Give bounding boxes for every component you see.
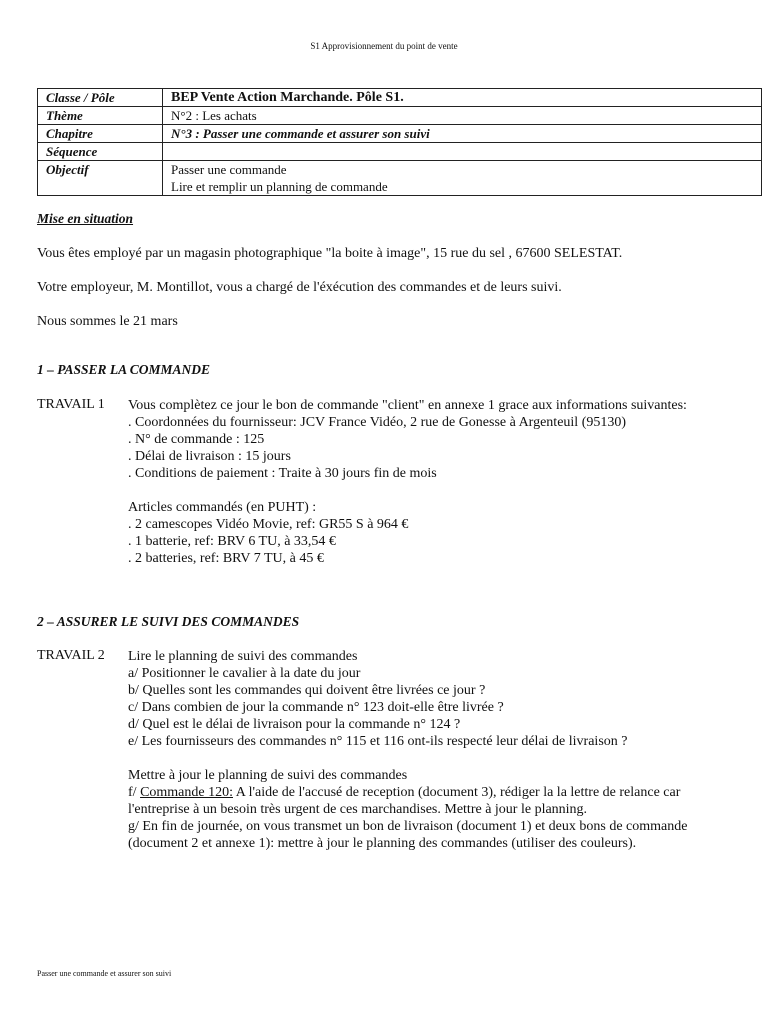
list-item: a/ Positionner le cavalier à la date du jour — [128, 666, 361, 681]
list-item: . 2 batteries, ref: BRV 7 TU, à 45 € — [128, 551, 324, 566]
section-title: 1 – PASSER LA COMMANDE — [37, 362, 211, 377]
table-row — [38, 107, 762, 125]
question-g: g/ En fin de journée, on vous transmet un bon de livraison (document 1) et deux bons de commande (document 2 et annexe 1): mettre à jour le planning des commandes (utiliser des couleurs). — [128, 819, 688, 851]
section-title: 2 – ASSURER LE SUIVI DES COMMANDES — [37, 614, 300, 629]
table-label: Séquence — [38, 143, 163, 161]
table-label: Chapitre — [38, 125, 163, 143]
list-item: c/ Dans combien de jour la commande n° 123 doit-elle être livrée ? — [128, 700, 504, 715]
list-item: . Délai de livraison : 15 jours — [128, 449, 291, 464]
travail-intro: Vous complètez ce jour le bon de commande "client" en annexe 1 grace aux informations suivantes: — [128, 398, 687, 413]
objective-line: Passer une commande — [171, 162, 287, 177]
list-item: e/ Les fournisseurs des commandes n° 115 et 116 ont-ils respecté leur délai de livraison ? — [128, 734, 628, 749]
table-row — [38, 143, 762, 161]
table-value: N°3 : Passer une commande et assurer son suivi — [163, 125, 762, 143]
table-row — [38, 125, 762, 143]
list-item: . Coordonnées du fournisseur: JCV France Vidéo, 2 rue de Gonesse à Argenteuil (95130) — [128, 415, 627, 430]
travail-intro: Lire le planning de suivi des commandes — [128, 649, 358, 664]
commande-120-link: Commande 120: — [140, 785, 233, 800]
objective-line: Lire et remplir un planning de commande — [171, 179, 388, 194]
table-label: Classe / Pôle — [38, 89, 163, 107]
mise-title: Mise en situation — [37, 211, 134, 226]
table-value: N°2 : Les achats — [163, 107, 762, 125]
list-item: . Conditions de paiement : Traite à 30 jours fin de mois — [128, 466, 437, 481]
question-f-text: A l'aide de l'accusé de reception (document 3), rédiger la la lettre de relance car l'entreprise à un besoin très urgent de ces marchandises. Mettre à jour le planning. — [128, 785, 681, 817]
travail-label: TRAVAIL 1 — [37, 397, 105, 412]
travail-label: TRAVAIL 2 — [37, 648, 105, 663]
list-item: . 2 camescopes Vidéo Movie, ref: GR55 S à 964 € — [128, 517, 409, 532]
mise-paragraph: Vous êtes employé par un magasin photographique "la boite à image", 15 rue du sel , 67600 SELESTAT. — [37, 246, 623, 261]
mise-paragraph: Nous sommes le 21 mars — [37, 314, 178, 329]
articles-title: Articles commandés (en PUHT) : — [128, 500, 317, 515]
list-item: d/ Quel est le délai de livraison pour la commande n° 124 ? — [128, 717, 461, 732]
table-label: Thème — [38, 107, 163, 125]
info-table — [37, 88, 762, 196]
mise-paragraph: Votre employeur, M. Montillot, vous a chargé de l'éxécution des commandes et de leurs suivi. — [37, 280, 562, 295]
travail-body — [128, 648, 698, 852]
list-item: . 1 batterie, ref: BRV 6 TU, à 33,54 € — [128, 534, 336, 549]
table-row — [38, 161, 762, 196]
table-value — [163, 143, 762, 161]
page-header: S1 Approvisionnement du point de vente — [310, 41, 458, 51]
question-f — [128, 784, 698, 818]
table-label: Objectif — [38, 161, 163, 196]
table-value — [163, 161, 762, 196]
list-item: . N° de commande : 125 — [128, 432, 265, 447]
list-item: b/ Quelles sont les commandes qui doivent être livrées ce jour ? — [128, 683, 486, 698]
table-row — [38, 89, 762, 107]
table-value: BEP Vente Action Marchande. Pôle S1. — [163, 89, 762, 107]
travail-body — [128, 397, 698, 567]
question-f-prefix: f/ — [128, 785, 141, 800]
update-title: Mettre à jour le planning de suivi des commandes — [128, 768, 408, 783]
page-footer: Passer une commande et assurer son suivi — [37, 969, 172, 978]
